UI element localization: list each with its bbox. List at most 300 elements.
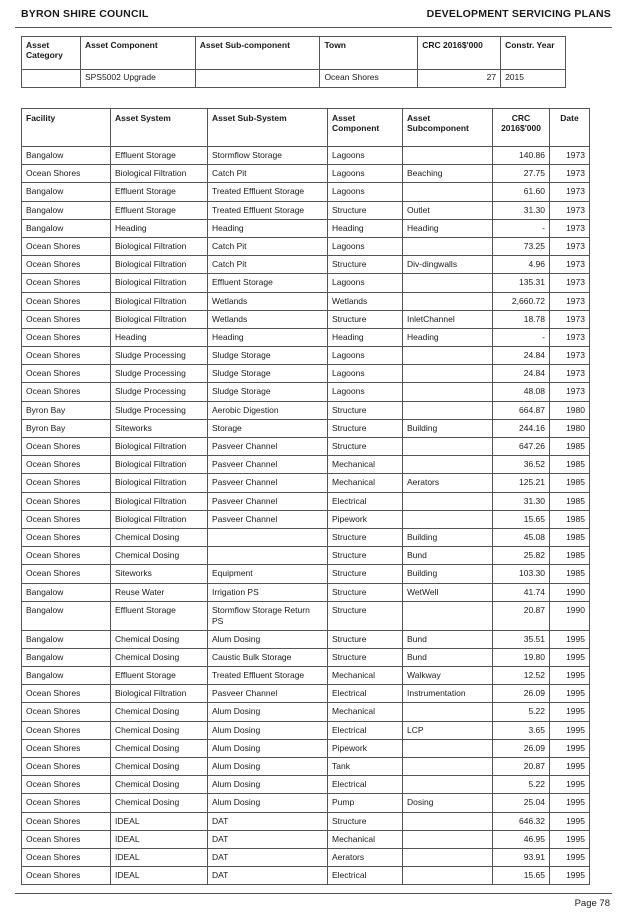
cell-facility: Bangalow	[22, 219, 111, 237]
cell-date: 1995	[550, 794, 590, 812]
table-row	[22, 219, 590, 237]
cell-asset-system: Chemical Dosing	[111, 547, 208, 565]
cell-crc: 31.30	[493, 492, 550, 510]
cell-asset-system: Biological Filtration	[111, 237, 208, 255]
cell-asset-component: Structure	[328, 201, 403, 219]
cell-asset-system: IDEAL	[111, 848, 208, 866]
cell-facility: Ocean Shores	[22, 347, 111, 365]
summary-col-asset-category: Asset Category	[22, 37, 81, 70]
cell-crc: 4.96	[493, 256, 550, 274]
col-date: Date	[550, 109, 590, 147]
cell-asset-component: Pipework	[328, 510, 403, 528]
cell-asset-subcomponent	[403, 292, 493, 310]
table-row	[22, 794, 590, 812]
summary-col-town: Town	[320, 37, 418, 70]
cell-asset-subcomponent	[403, 812, 493, 830]
cell-crc: 27.75	[493, 165, 550, 183]
cell-facility: Ocean Shores	[22, 237, 111, 255]
cell-asset-subcomponent: Beaching	[403, 165, 493, 183]
cell-asset-system: Biological Filtration	[111, 685, 208, 703]
cell-asset-component: Lagoons	[328, 274, 403, 292]
cell-asset-subcomponent: Div-dingwalls	[403, 256, 493, 274]
cell-asset-subcomponent: LCP	[403, 721, 493, 739]
cell-asset-system: Biological Filtration	[111, 438, 208, 456]
cell-date: 1995	[550, 703, 590, 721]
cell-crc: 41.74	[493, 583, 550, 601]
cell-asset-subsystem: DAT	[208, 867, 328, 885]
cell-asset-subcomponent	[403, 601, 493, 630]
cell-asset-component: Structure	[328, 583, 403, 601]
cell-asset-component: Structure	[328, 547, 403, 565]
cell-asset-subsystem: DAT	[208, 812, 328, 830]
footer-divider	[15, 893, 612, 894]
cell-asset-subsystem: DAT	[208, 830, 328, 848]
cell-asset-component: Structure	[328, 256, 403, 274]
cell-facility: Byron Bay	[22, 419, 111, 437]
summary-cell-town: Ocean Shores	[320, 70, 418, 88]
cell-crc: 2,660.72	[493, 292, 550, 310]
cell-facility: Bangalow	[22, 201, 111, 219]
cell-date: 1995	[550, 630, 590, 648]
cell-asset-subcomponent	[403, 848, 493, 866]
table-row	[22, 401, 590, 419]
cell-asset-system: Biological Filtration	[111, 456, 208, 474]
col-asset-component: Asset Component	[328, 109, 403, 147]
cell-crc: 25.82	[493, 547, 550, 565]
cell-facility: Bangalow	[22, 648, 111, 666]
cell-asset-subsystem: Pasveer Channel	[208, 438, 328, 456]
cell-asset-component: Electrical	[328, 685, 403, 703]
cell-asset-subsystem: Pasveer Channel	[208, 510, 328, 528]
cell-asset-component: Lagoons	[328, 237, 403, 255]
cell-date: 1973	[550, 183, 590, 201]
cell-asset-system: Sludge Processing	[111, 401, 208, 419]
cell-crc: 35.51	[493, 630, 550, 648]
cell-asset-subsystem	[208, 528, 328, 546]
cell-facility: Ocean Shores	[22, 776, 111, 794]
cell-crc: -	[493, 328, 550, 346]
cell-asset-system: Siteworks	[111, 565, 208, 583]
cell-asset-subsystem: Pasveer Channel	[208, 456, 328, 474]
cell-facility: Ocean Shores	[22, 867, 111, 885]
cell-date: 1985	[550, 565, 590, 583]
cell-crc: 26.09	[493, 685, 550, 703]
cell-asset-component: Mechanical	[328, 703, 403, 721]
table-row	[22, 830, 590, 848]
cell-asset-system: IDEAL	[111, 867, 208, 885]
table-row	[22, 474, 590, 492]
cell-asset-system: Effluent Storage	[111, 147, 208, 165]
table-row	[22, 703, 590, 721]
cell-asset-component: Structure	[328, 438, 403, 456]
cell-asset-component: Electrical	[328, 492, 403, 510]
cell-asset-subsystem: Wetlands	[208, 310, 328, 328]
cell-facility: Ocean Shores	[22, 365, 111, 383]
table-row	[22, 147, 590, 165]
cell-asset-system: Sludge Processing	[111, 383, 208, 401]
cell-crc: 93.91	[493, 848, 550, 866]
cell-date: 1985	[550, 456, 590, 474]
table-row	[22, 183, 590, 201]
cell-crc: 3.65	[493, 721, 550, 739]
cell-asset-subcomponent: Outlet	[403, 201, 493, 219]
col-asset-system: Asset System	[111, 109, 208, 147]
cell-asset-component: Heading	[328, 219, 403, 237]
cell-crc: 103.30	[493, 565, 550, 583]
cell-facility: Bangalow	[22, 583, 111, 601]
summary-col-construction-year: Constr. Year	[501, 37, 566, 70]
cell-facility: Ocean Shores	[22, 528, 111, 546]
cell-asset-system: Chemical Dosing	[111, 703, 208, 721]
cell-facility: Ocean Shores	[22, 456, 111, 474]
table-row	[22, 721, 590, 739]
cell-asset-component: Structure	[328, 630, 403, 648]
cell-date: 1995	[550, 667, 590, 685]
table-row	[22, 630, 590, 648]
cell-asset-subsystem: Alum Dosing	[208, 794, 328, 812]
cell-facility: Ocean Shores	[22, 328, 111, 346]
cell-date: 1995	[550, 758, 590, 776]
facilities-table	[21, 108, 590, 885]
cell-asset-subcomponent: WetWell	[403, 583, 493, 601]
summary-header-row	[22, 37, 566, 70]
cell-asset-system: Effluent Storage	[111, 183, 208, 201]
cell-asset-subcomponent	[403, 739, 493, 757]
cell-date: 1973	[550, 347, 590, 365]
cell-asset-component: Pipework	[328, 739, 403, 757]
cell-asset-subcomponent	[403, 867, 493, 885]
cell-asset-component: Lagoons	[328, 147, 403, 165]
cell-asset-component: Lagoons	[328, 365, 403, 383]
cell-asset-subsystem: Equipment	[208, 565, 328, 583]
cell-asset-subsystem: Alum Dosing	[208, 630, 328, 648]
facilities-header-row	[22, 109, 590, 147]
cell-date: 1973	[550, 165, 590, 183]
cell-facility: Ocean Shores	[22, 274, 111, 292]
cell-facility: Bangalow	[22, 147, 111, 165]
cell-facility: Ocean Shores	[22, 565, 111, 583]
cell-asset-system: Biological Filtration	[111, 474, 208, 492]
cell-asset-component: Heading	[328, 328, 403, 346]
cell-asset-system: Chemical Dosing	[111, 776, 208, 794]
cell-date: 1980	[550, 401, 590, 419]
cell-date: 1990	[550, 583, 590, 601]
cell-asset-subcomponent	[403, 237, 493, 255]
cell-facility: Bangalow	[22, 601, 111, 630]
cell-asset-subsystem: Pasveer Channel	[208, 685, 328, 703]
table-row	[22, 456, 590, 474]
cell-crc: 15.65	[493, 867, 550, 885]
cell-asset-system: Chemical Dosing	[111, 739, 208, 757]
cell-facility: Ocean Shores	[22, 165, 111, 183]
cell-asset-subsystem: Heading	[208, 219, 328, 237]
cell-facility: Ocean Shores	[22, 310, 111, 328]
summary-row	[22, 70, 566, 88]
cell-asset-subsystem: Alum Dosing	[208, 721, 328, 739]
cell-date: 1973	[550, 237, 590, 255]
cell-asset-subcomponent	[403, 510, 493, 528]
cell-date: 1985	[550, 474, 590, 492]
cell-asset-subcomponent: Bund	[403, 648, 493, 666]
cell-asset-subsystem: Sludge Storage	[208, 383, 328, 401]
cell-asset-subsystem: Treated Effluent Storage	[208, 667, 328, 685]
cell-asset-subcomponent: Heading	[403, 328, 493, 346]
table-row	[22, 237, 590, 255]
cell-date: 1995	[550, 776, 590, 794]
cell-date: 1973	[550, 256, 590, 274]
cell-date: 1973	[550, 365, 590, 383]
table-row	[22, 438, 590, 456]
cell-date: 1973	[550, 310, 590, 328]
table-row	[22, 292, 590, 310]
cell-date: 1995	[550, 685, 590, 703]
cell-date: 1973	[550, 328, 590, 346]
cell-asset-system: Effluent Storage	[111, 201, 208, 219]
table-row	[22, 648, 590, 666]
cell-asset-component: Electrical	[328, 721, 403, 739]
cell-asset-subcomponent: Bund	[403, 547, 493, 565]
cell-asset-subcomponent: Walkway	[403, 667, 493, 685]
cell-date: 1995	[550, 648, 590, 666]
cell-asset-subsystem: Alum Dosing	[208, 703, 328, 721]
cell-asset-system: Reuse Water	[111, 583, 208, 601]
cell-asset-subcomponent	[403, 347, 493, 365]
cell-asset-system: Effluent Storage	[111, 601, 208, 630]
cell-crc: 18.78	[493, 310, 550, 328]
cell-crc: 19.80	[493, 648, 550, 666]
cell-asset-component: Lagoons	[328, 165, 403, 183]
cell-asset-subsystem: Alum Dosing	[208, 758, 328, 776]
document-title: DEVELOPMENT SERVICING PLANS	[426, 8, 611, 20]
table-row	[22, 310, 590, 328]
col-asset-subcomponent: Asset Subcomponent	[403, 109, 493, 147]
cell-asset-subsystem: Wetlands	[208, 292, 328, 310]
table-row	[22, 419, 590, 437]
table-row	[22, 201, 590, 219]
cell-asset-subcomponent	[403, 776, 493, 794]
cell-asset-subsystem: Treated Effluent Storage	[208, 183, 328, 201]
cell-facility: Ocean Shores	[22, 547, 111, 565]
cell-asset-subcomponent	[403, 183, 493, 201]
cell-crc: 12.52	[493, 667, 550, 685]
cell-crc: -	[493, 219, 550, 237]
cell-crc: 646.32	[493, 812, 550, 830]
col-asset-subsystem: Asset Sub-System	[208, 109, 328, 147]
cell-asset-subsystem: Catch Pit	[208, 165, 328, 183]
cell-asset-system: IDEAL	[111, 812, 208, 830]
cell-crc: 5.22	[493, 776, 550, 794]
cell-asset-subcomponent	[403, 274, 493, 292]
cell-asset-component: Aerators	[328, 848, 403, 866]
table-row	[22, 510, 590, 528]
cell-date: 1995	[550, 867, 590, 885]
cell-asset-system: Chemical Dosing	[111, 721, 208, 739]
cell-facility: Ocean Shores	[22, 758, 111, 776]
cell-crc: 15.65	[493, 510, 550, 528]
summary-cell-asset-category	[22, 70, 81, 88]
cell-facility: Bangalow	[22, 667, 111, 685]
cell-asset-component: Mechanical	[328, 456, 403, 474]
cell-asset-subsystem: Sludge Storage	[208, 347, 328, 365]
cell-asset-component: Electrical	[328, 867, 403, 885]
cell-asset-subsystem: Effluent Storage	[208, 274, 328, 292]
cell-crc: 26.09	[493, 739, 550, 757]
cell-crc: 135.31	[493, 274, 550, 292]
cell-facility: Ocean Shores	[22, 848, 111, 866]
header-divider	[15, 27, 612, 28]
table-row	[22, 492, 590, 510]
cell-asset-system: Heading	[111, 219, 208, 237]
cell-date: 1995	[550, 739, 590, 757]
cell-facility: Bangalow	[22, 630, 111, 648]
cell-facility: Byron Bay	[22, 401, 111, 419]
cell-date: 1973	[550, 383, 590, 401]
cell-asset-subsystem: Stormflow Storage Return PS	[208, 601, 328, 630]
cell-asset-system: Heading	[111, 328, 208, 346]
cell-asset-component: Structure	[328, 528, 403, 546]
table-row	[22, 685, 590, 703]
cell-asset-subcomponent: Building	[403, 419, 493, 437]
col-facility: Facility	[22, 109, 111, 147]
cell-asset-component: Structure	[328, 601, 403, 630]
cell-asset-subsystem: Catch Pit	[208, 237, 328, 255]
cell-crc: 48.08	[493, 383, 550, 401]
cell-asset-subsystem: Aerobic Digestion	[208, 401, 328, 419]
table-row	[22, 667, 590, 685]
cell-asset-subsystem: Stormflow Storage	[208, 147, 328, 165]
cell-asset-subcomponent	[403, 438, 493, 456]
cell-asset-system: Chemical Dosing	[111, 630, 208, 648]
cell-date: 1973	[550, 219, 590, 237]
cell-asset-component: Structure	[328, 401, 403, 419]
cell-asset-subsystem: Alum Dosing	[208, 739, 328, 757]
cell-asset-subcomponent	[403, 492, 493, 510]
cell-date: 1980	[550, 419, 590, 437]
cell-asset-subcomponent: Dosing	[403, 794, 493, 812]
cell-facility: Ocean Shores	[22, 721, 111, 739]
cell-asset-system: Biological Filtration	[111, 256, 208, 274]
cell-asset-component: Lagoons	[328, 183, 403, 201]
cell-date: 1973	[550, 292, 590, 310]
cell-facility: Ocean Shores	[22, 292, 111, 310]
table-row	[22, 776, 590, 794]
cell-crc: 5.22	[493, 703, 550, 721]
cell-date: 1985	[550, 492, 590, 510]
cell-asset-subsystem: Caustic Bulk Storage	[208, 648, 328, 666]
table-row	[22, 347, 590, 365]
cell-facility: Ocean Shores	[22, 510, 111, 528]
cell-facility: Ocean Shores	[22, 383, 111, 401]
cell-asset-system: Biological Filtration	[111, 310, 208, 328]
cell-asset-subsystem: Heading	[208, 328, 328, 346]
cell-date: 1995	[550, 830, 590, 848]
cell-crc: 20.87	[493, 601, 550, 630]
cell-crc: 36.52	[493, 456, 550, 474]
table-row	[22, 256, 590, 274]
cell-asset-subcomponent: Building	[403, 528, 493, 546]
table-row	[22, 583, 590, 601]
cell-asset-component: Mechanical	[328, 474, 403, 492]
cell-date: 1995	[550, 812, 590, 830]
cell-facility: Bangalow	[22, 183, 111, 201]
cell-date: 1995	[550, 721, 590, 739]
cell-date: 1990	[550, 601, 590, 630]
table-row	[22, 528, 590, 546]
table-row	[22, 601, 590, 630]
cell-asset-component: Structure	[328, 648, 403, 666]
cell-asset-subsystem: Alum Dosing	[208, 776, 328, 794]
cell-facility: Ocean Shores	[22, 830, 111, 848]
cell-date: 1973	[550, 147, 590, 165]
cell-asset-subsystem	[208, 547, 328, 565]
cell-asset-subsystem: DAT	[208, 848, 328, 866]
summary-table	[21, 36, 566, 88]
cell-asset-subcomponent: Heading	[403, 219, 493, 237]
cell-asset-subcomponent: Bund	[403, 630, 493, 648]
cell-asset-subsystem: Sludge Storage	[208, 365, 328, 383]
cell-date: 1973	[550, 274, 590, 292]
cell-crc: 24.84	[493, 365, 550, 383]
cell-asset-system: Chemical Dosing	[111, 648, 208, 666]
cell-asset-component: Lagoons	[328, 347, 403, 365]
cell-asset-system: Siteworks	[111, 419, 208, 437]
cell-date: 1985	[550, 438, 590, 456]
cell-asset-subcomponent	[403, 365, 493, 383]
cell-asset-system: Biological Filtration	[111, 274, 208, 292]
cell-asset-subcomponent	[403, 456, 493, 474]
cell-facility: Ocean Shores	[22, 812, 111, 830]
table-row	[22, 848, 590, 866]
cell-crc: 125.21	[493, 474, 550, 492]
cell-facility: Ocean Shores	[22, 492, 111, 510]
cell-asset-system: IDEAL	[111, 830, 208, 848]
cell-asset-system: Biological Filtration	[111, 492, 208, 510]
cell-crc: 31.30	[493, 201, 550, 219]
cell-date: 1985	[550, 547, 590, 565]
cell-asset-system: Biological Filtration	[111, 510, 208, 528]
cell-asset-subcomponent: Building	[403, 565, 493, 583]
cell-asset-system: Sludge Processing	[111, 365, 208, 383]
cell-asset-subcomponent	[403, 383, 493, 401]
cell-crc: 45.08	[493, 528, 550, 546]
table-row	[22, 328, 590, 346]
cell-asset-subsystem: Catch Pit	[208, 256, 328, 274]
cell-crc: 140.86	[493, 147, 550, 165]
cell-asset-component: Mechanical	[328, 667, 403, 685]
cell-facility: Ocean Shores	[22, 739, 111, 757]
cell-date: 1985	[550, 510, 590, 528]
cell-asset-component: Structure	[328, 310, 403, 328]
cell-date: 1985	[550, 528, 590, 546]
summary-cell-asset-subcomponent	[195, 70, 320, 88]
cell-asset-system: Chemical Dosing	[111, 794, 208, 812]
col-crc: CRC 2016$'000	[493, 109, 550, 147]
table-row	[22, 547, 590, 565]
cell-asset-subsystem: Pasveer Channel	[208, 492, 328, 510]
cell-asset-subsystem: Irrigation PS	[208, 583, 328, 601]
cell-asset-subcomponent	[403, 758, 493, 776]
cell-crc: 24.84	[493, 347, 550, 365]
cell-facility: Ocean Shores	[22, 703, 111, 721]
cell-asset-subsystem: Pasveer Channel	[208, 474, 328, 492]
summary-cell-construction-year: 2015	[501, 70, 566, 88]
table-row	[22, 274, 590, 292]
table-row	[22, 758, 590, 776]
table-row	[22, 565, 590, 583]
cell-asset-subcomponent: Aerators	[403, 474, 493, 492]
cell-asset-system: Biological Filtration	[111, 292, 208, 310]
cell-asset-subcomponent	[403, 830, 493, 848]
